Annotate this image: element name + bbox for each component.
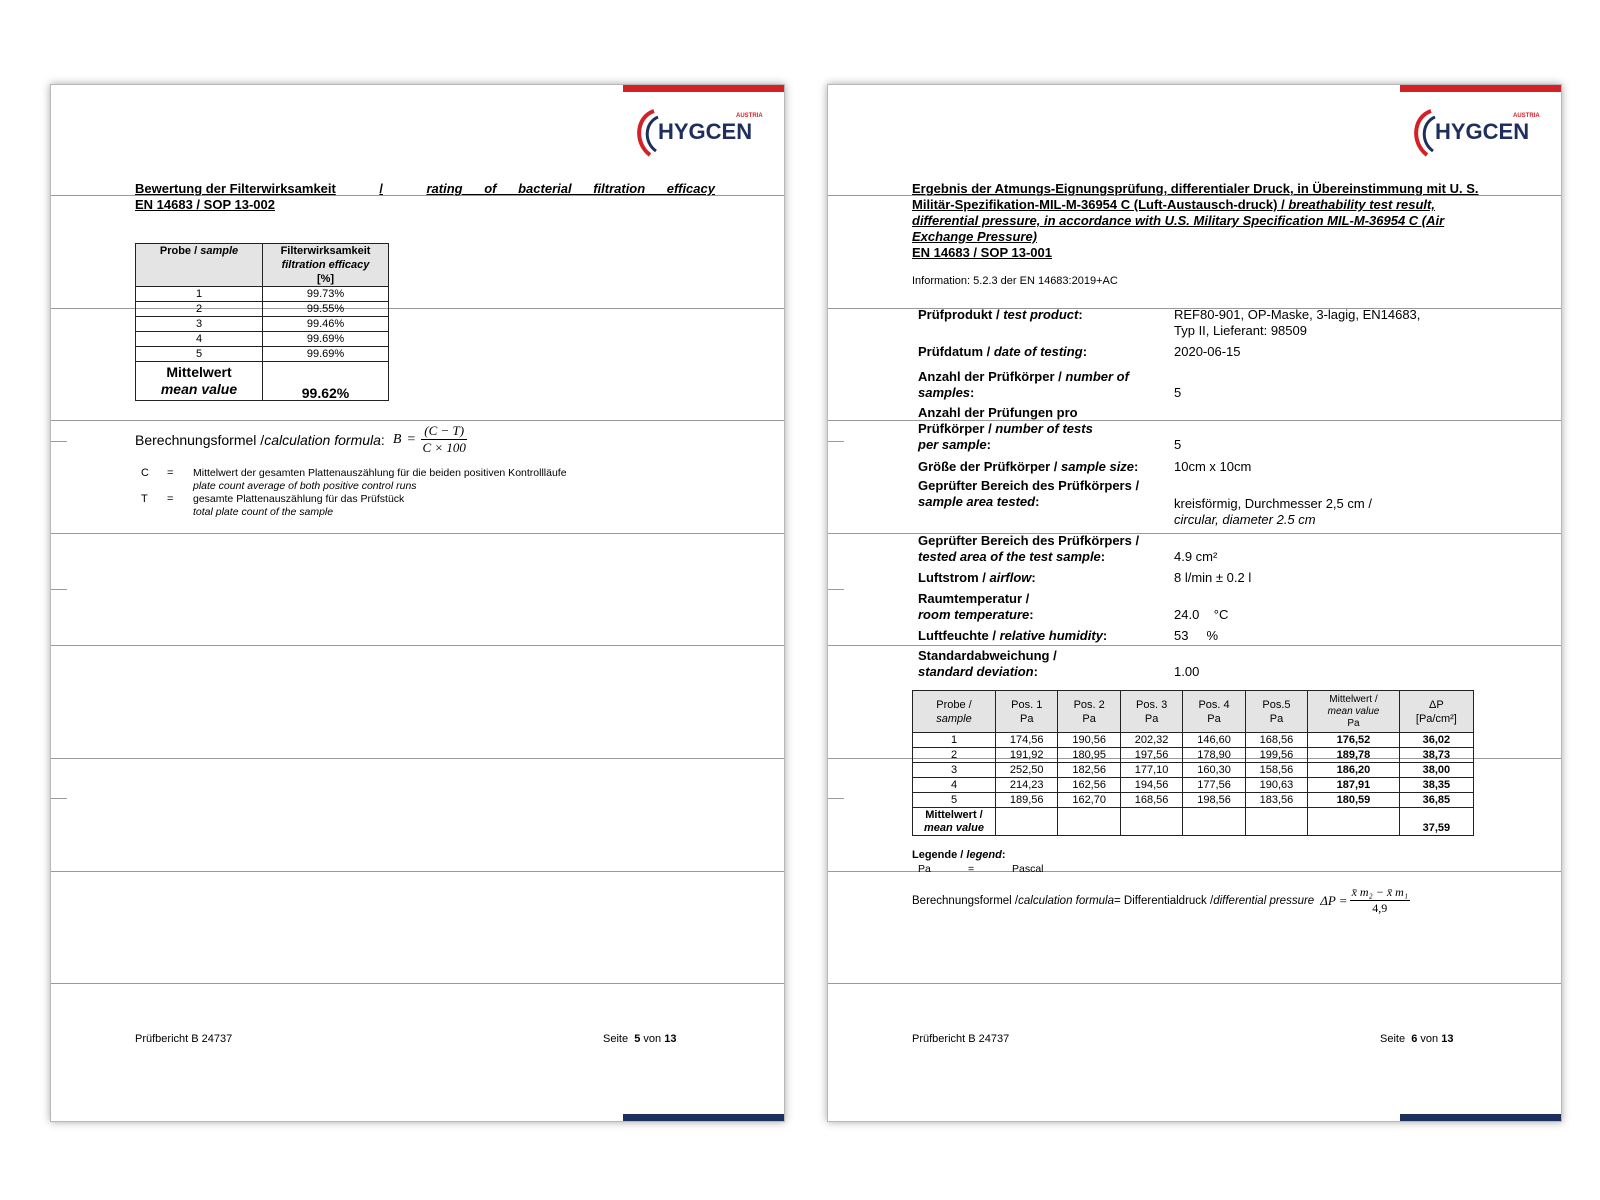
field-row: Geprüfter Bereich des Prüfkörpers / sample area tested: kreisförmig, Durchmesser 2,5 cm / circular, diameter 2.5 cm <box>918 478 1372 527</box>
table-row: 2 191,92 180,95 197,56 178,90 199,56 189,78 38,73 <box>913 748 1474 763</box>
field-row: Prüfprodukt / test product: REF80-901, OP-Maske, 3-lagig, EN14683, Typ II, Lieferant: 98509 <box>918 307 1421 338</box>
pressure-table <box>912 690 1474 836</box>
table-row: 3 99.46% <box>136 317 389 332</box>
footer-report-id: Prüfbericht B 24737 <box>135 1033 233 1045</box>
page-heading <box>135 181 715 213</box>
hygcen-logo <box>632 103 772 163</box>
table-row: 5 189,56 162,70 168,56 198,56 183,56 180,59 36,85 <box>913 793 1474 808</box>
page-heading <box>912 181 1492 261</box>
logo-brand: HYGCEN <box>658 119 753 144</box>
heading-en: rating of bacterial filtration efficacy <box>426 181 715 196</box>
heading-de: Ergebnis der Atmungs-Eignungsprüfung, differentialer Druck, in Übereinstimmung mit U. S. Militär-Spezifikation-MIL-M-36954 C (Luft-Austausch-druck) / <box>912 181 1479 212</box>
logo-sub: AUSTRIA <box>736 113 763 119</box>
field-row: Größe der Prüfkörper / sample size: 10cm x 10cm <box>918 459 1252 474</box>
field-row: Anzahl der Prüfkörper / number of samples: 5 <box>918 369 1182 400</box>
info-line: Information: 5.2.3 der EN 14683:2019+AC <box>912 275 1118 287</box>
heading-en: breathability test result, differential pressure, in accordance with U.S. Military Specification MIL-M-36954 C (Air Exchange Pressure) <box>912 197 1445 244</box>
field-row: Prüfdatum / date of testing: 2020-06-15 <box>918 344 1241 359</box>
mean-row: Mittelwert mean value 99.62% <box>136 362 389 401</box>
field-row: Standardabweichung / standard deviation: 1.00 <box>918 648 1200 679</box>
heading-de: Bewertung der Filterwirksamkeit <box>135 181 336 196</box>
field-row: Anzahl der Prüfungen pro Prüfkörper / number of tests per sample: 5 <box>918 405 1182 452</box>
filtration-table <box>135 243 389 401</box>
footer-report-id: Prüfbericht B 24737 <box>912 1033 1010 1045</box>
legend-title: Legende / legend: <box>912 849 1006 861</box>
top-red-bar <box>1400 85 1561 92</box>
field-row: Geprüfter Bereich des Prüfkörpers / tested area of the test sample: 4.9 cm² <box>918 533 1218 564</box>
field-row: Raumtemperatur / room temperature: 24.0 °C <box>918 591 1229 622</box>
table-row: 1 99.73% <box>136 287 389 302</box>
heading-standard: EN 14683 / SOP 13-002 <box>135 197 275 212</box>
calculation-formula: Berechnungsformel / calculation formula : B = $\frac{(C - T)}{C \times 100}$ <box>135 423 466 455</box>
logo-sub: AUSTRIA <box>1513 113 1540 119</box>
heading-sep: / <box>379 181 383 196</box>
field-row: Luftfeuchte / relative humidity: 53 % <box>918 628 1219 643</box>
mean-row: Mittelwert / mean value 37,59 <box>913 808 1474 836</box>
formula-legend: C = Mittelwert der gesamten Plattenauszählung für die beiden positiven Kontrollläufe plate count average of both positive control runs T = gesamte Plattenauszählung für das Prüfstück total plate count of the sample <box>141 467 567 518</box>
footer-page-number: Seite 6 von 13 <box>1380 1033 1454 1045</box>
top-red-bar <box>623 85 784 92</box>
footer-page-number: Seite 5 von 13 <box>603 1033 677 1045</box>
col-efficacy-header: Filterwirksamkeit filtration efficacy [%] <box>263 244 389 287</box>
col-sample-header: Probe / sample <box>136 244 263 287</box>
table-row: 2 99.55% <box>136 302 389 317</box>
table-row: 3 252,50 182,56 177,10 160,30 158,56 186,20 38,00 <box>913 763 1474 778</box>
report-page-6 <box>827 84 1562 1122</box>
legend-entry: Pa = Pascal <box>918 863 1044 875</box>
bottom-blue-bar <box>623 1114 784 1121</box>
table-row: 5 99.69% <box>136 347 389 362</box>
bottom-blue-bar <box>1400 1114 1561 1121</box>
table-header-row: Probe / sample Pos. 1 Pa Pos. 2 Pa Pos. 3 Pa Pos. 4 Pa Pos.5 Pa Mittelwert / mean value Pa ΔP [Pa/cm²] <box>913 691 1474 733</box>
logo-brand: HYGCEN <box>1435 119 1530 144</box>
calculation-formula: Berechnungsformel / calculation formula = Differentialdruck / differential pressure ΔP = $\frac{\text{x̄ m₂ − x̄ m₁}}{4,9}$ <box>912 885 1408 915</box>
table-row: 4 99.69% <box>136 332 389 347</box>
table-row: 4 214,23 162,56 194,56 177,56 190,63 187,91 38,35 <box>913 778 1474 793</box>
heading-standard: EN 14683 / SOP 13-001 <box>912 245 1052 260</box>
field-row: Luftstrom / airflow: 8 l/min ± 0.2 l <box>918 570 1252 585</box>
test-parameters <box>918 307 1518 680</box>
report-page-5 <box>50 84 785 1122</box>
hygcen-logo <box>1409 103 1549 163</box>
table-row: 1 174,56 190,56 202,32 146,60 168,56 176,52 36,02 <box>913 733 1474 748</box>
